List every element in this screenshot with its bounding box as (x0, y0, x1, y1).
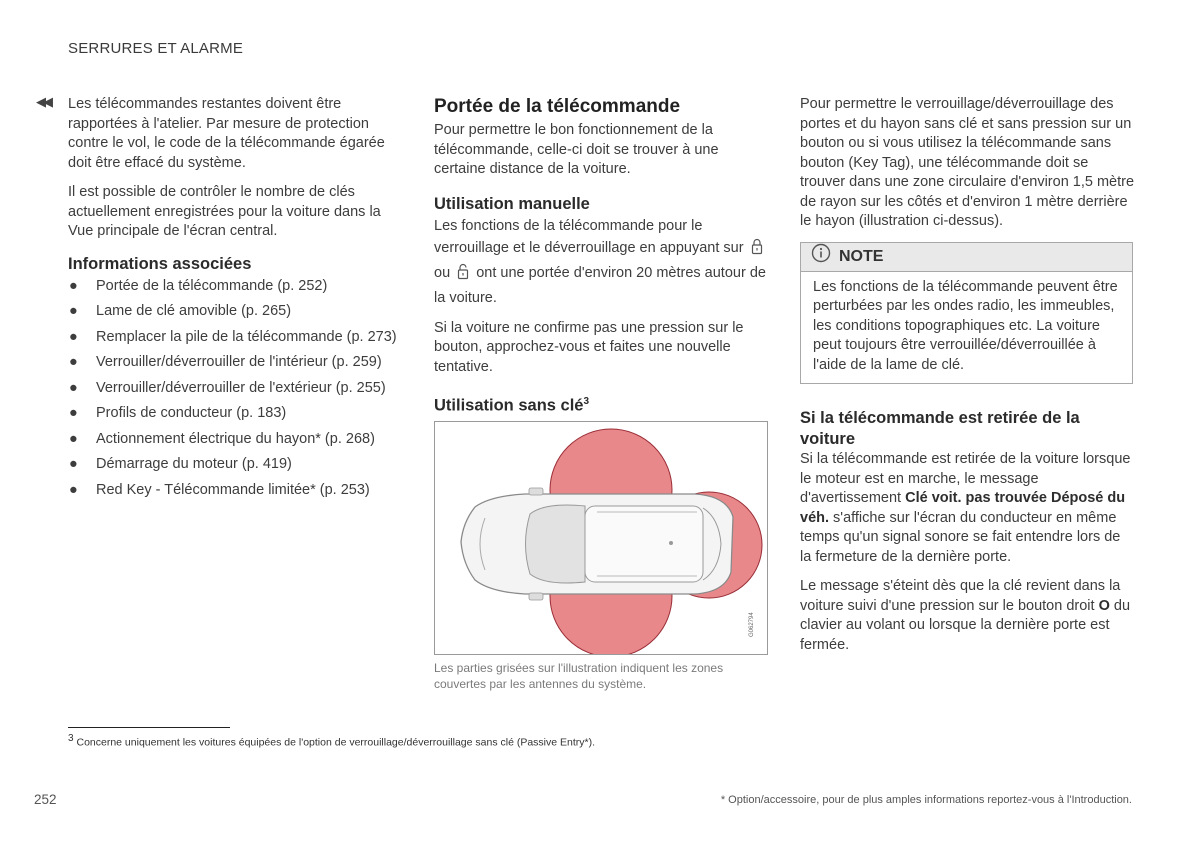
intro-paragraph: Pour permettre le bon fonctionnement de la télécommande, celle-ci doit se trouver à une certaine distance de la voiture. (434, 122, 719, 177)
related-link[interactable]: ● Portée de la télécommande (p. 252) (68, 277, 403, 297)
info-icon (811, 243, 831, 270)
removed-heading: Si la télécommande est retirée de la voiture (800, 409, 1080, 448)
related-link[interactable]: ● Lame de clé amovible (p. 265) (68, 302, 403, 322)
antenna-coverage-figure (434, 421, 768, 655)
bullet-icon: ● (69, 456, 78, 472)
note-header (801, 243, 1132, 272)
related-list (68, 277, 403, 501)
paragraph: Les télécommandes restantes doivent être rapportées à l'atelier. Par mesure de protection contre le vol, le code de la télécommande égarée doit être effacé du système. (68, 96, 385, 171)
option-note: * Option/accessoire, pour de plus amples informations reportez-vous à l'Introduction. (720, 794, 1132, 806)
keyless-heading: Utilisation sans clé$^3$ (434, 396, 590, 415)
removed-paragraph-2: Le message s'éteint dès que la clé revient dans la voiture suivi d'une pression sur le bouton droit O du clavier au volant ou lorsque la dernière porte est fermée. (800, 578, 1131, 653)
continuation-icon: ◀◀ (36, 94, 50, 109)
warning-message: Clé voit. pas trouvée Déposé du véh. (800, 490, 1126, 526)
related-link[interactable]: ● Démarrage du moteur (p. 419) (68, 455, 403, 475)
car-body (461, 488, 733, 600)
lock-open-icon (457, 263, 469, 287)
note-box (800, 242, 1133, 385)
bullet-icon: ● (69, 481, 78, 498)
bullet-icon: ● (69, 354, 78, 370)
bullet-icon: ● (69, 328, 78, 345)
bullet-icon: ● (69, 379, 78, 396)
related-link[interactable]: ● Profils de conducteur (p. 183) (68, 404, 403, 424)
related-link[interactable]: ● Actionnement électrique du hayon* (p. 268) (68, 430, 403, 450)
related-heading: Informations associées (68, 254, 252, 273)
figure-code: G062794 (749, 611, 755, 637)
related-link[interactable]: ● Red Key - Télécommande limitée* (p. 253) (68, 481, 403, 501)
page-number: 252 (34, 792, 57, 807)
note-body: Les fonctions de la télécommande peuvent être perturbées par les ondes radio, les immeubles, les conditions topographiques etc. La voiture peut toujours être verrouillée/déverrouillée à l'aide de la lame de clé. (813, 278, 1118, 373)
removed-paragraph: Si la télécommande est retirée de la voiture lorsque le moteur est en marche, le message d'avertissement Clé voit. pas trouvée Déposé du véh. s'affiche sur l'écran du conducteur en même temps qu'un signal sonore se fait entendre lors de la fermeture de la dernière porte. (800, 451, 1131, 565)
section-title: Portée de la télécommande (434, 96, 681, 117)
footnote: $^3$ Concerne uniquement les voitures équipées de l'option de verrouillage/déverrouillage sans clé (Passive Entry*). (68, 733, 596, 749)
footnote-rule (68, 727, 230, 728)
bullet-icon: ● (69, 405, 78, 421)
column-right (800, 95, 1135, 665)
note-title: NOTE (839, 247, 884, 265)
figure-caption: Les parties grisées sur l'illustration indiquent les zones couvertes par les antennes du système. (434, 660, 724, 691)
button-label: O (1098, 597, 1110, 614)
related-link[interactable]: ● Remplacer la pile de la télécommande (p. 273) (68, 328, 403, 348)
manual-paragraph: Les fonctions de la télécommande pour le verrouillage et le déverrouillage en appuyant sur ou ont une portée d'environ 20 mètres autour de la voiture. (434, 217, 766, 306)
manual-heading: Utilisation manuelle (434, 194, 590, 213)
paragraph: Il est possible de contrôler le nombre de clés actuellement enregistrées pour la voiture dans la Vue principale de l'écran central. (68, 184, 381, 239)
car-illustration (435, 422, 767, 654)
bullet-icon: ● (69, 430, 78, 447)
manual-paragraph-2: Si la voiture ne confirme pas une pression sur le bouton, approchez-vous et faites une nouvelle tentative. (434, 319, 744, 375)
related-link[interactable]: ● Verrouiller/déverrouiller de l'intérieur (p. 259) (68, 353, 403, 373)
related-link[interactable]: ● Verrouiller/déverrouiller de l'extérieur (p. 255) (68, 379, 403, 399)
lock-closed-icon (751, 238, 763, 262)
bullet-icon: ● (69, 303, 78, 319)
running-header: SERRURES ET ALARME (68, 40, 244, 57)
column-middle (434, 95, 769, 692)
bullet-icon: ● (69, 277, 78, 294)
column-left (68, 95, 403, 506)
paragraph: Pour permettre le verrouillage/déverrouillage des portes et du hayon sans clé et sans pression sur un bouton ou si vous utilisez la télécommande sans bouton (Key Tag), une télécommande doit se trouver dans une zone circulaire d'environ 1,5 mètre de rayon sur les côtés et d'environ 1 mètre derrière le hayon (illustration ci-dessus). (800, 96, 1135, 229)
